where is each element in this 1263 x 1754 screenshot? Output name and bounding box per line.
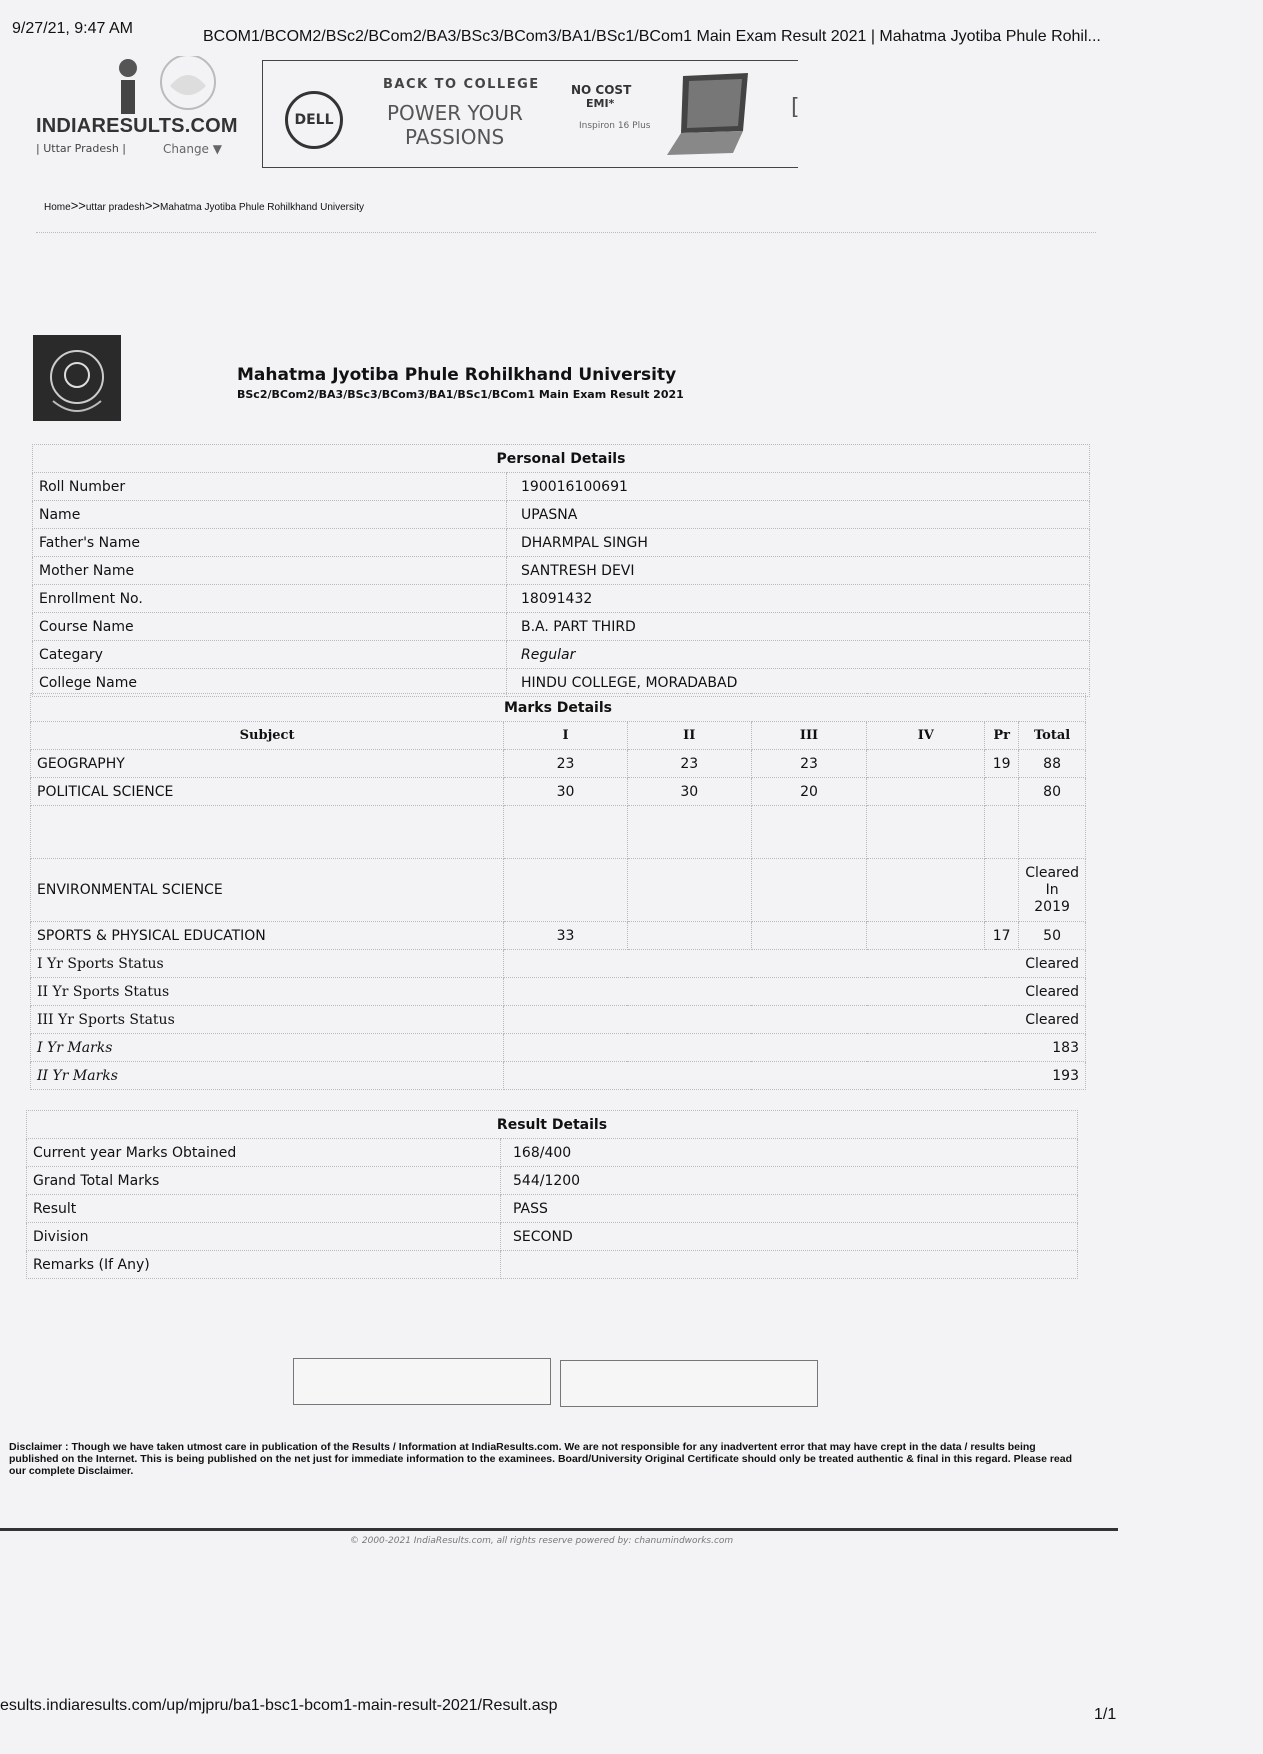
table-row [27, 1139, 1078, 1167]
status-value: Cleared [504, 978, 1086, 1006]
logo-figure-icon [108, 56, 218, 116]
field-value: SECOND [501, 1223, 1078, 1251]
site-logo-text[interactable]: INDIARESULTS.COM [36, 115, 238, 137]
mark-pr: 19 [985, 750, 1019, 778]
dell-logo: DELL [285, 91, 343, 149]
table-row [27, 1195, 1078, 1223]
table-row [33, 529, 1090, 557]
status-label: I Yr Sports Status [31, 950, 504, 978]
subject-name: POLITICAL SCIENCE [31, 778, 504, 806]
university-emblem [33, 335, 121, 421]
status-value: Cleared [504, 1006, 1086, 1034]
col-header-iv: IV [867, 722, 985, 750]
table-row [31, 1006, 1086, 1034]
table-row [31, 922, 1086, 950]
print-url: esults.indiaresults.com/up/mjpru/ba1-bsc1-bcom1-main-result-2021/Result.asp [0, 1697, 558, 1714]
field-value: PASS [501, 1195, 1078, 1223]
field-value: 190016100691 [507, 473, 1090, 501]
env-status-line: 2019 [1034, 898, 1070, 915]
personal-details-table [32, 444, 1090, 697]
field-label: Current year Marks Obtained [27, 1139, 501, 1167]
breadcrumb-sep-2: >> [144, 198, 160, 213]
table-row [31, 859, 1086, 922]
status-value: Cleared [504, 950, 1086, 978]
site-logo-mark[interactable] [108, 56, 218, 116]
laptop-icon [663, 71, 763, 161]
ad-emi-label: NO COST [571, 83, 632, 97]
field-value [501, 1251, 1078, 1279]
field-label: Grand Total Marks [27, 1167, 501, 1195]
field-value: 544/1200 [501, 1167, 1078, 1195]
print-page-title: BCOM1/BCOM2/BSc2/BCom2/BA3/BSc3/BCom3/BA1/BSc1/BCom1 Main Exam Result 2021 | Mahatma Jyotiba Phule Rohil... [203, 28, 1101, 45]
field-value: 18091432 [507, 585, 1090, 613]
ad-emi-sub: EMI* [586, 97, 615, 110]
field-value: SANTRESH DEVI [507, 557, 1090, 585]
disclaimer-link[interactable]: Disclaimer. [77, 1465, 134, 1477]
header-divider [36, 232, 1096, 233]
table-row [31, 778, 1086, 806]
footer-divider [0, 1528, 1118, 1531]
mark-pr: 17 [985, 922, 1019, 950]
field-label: College Name [33, 669, 507, 697]
field-label: Course Name [33, 613, 507, 641]
field-value: Regular [507, 641, 1090, 669]
personal-details-heading: Personal Details [33, 445, 1090, 473]
ad-tagline-2: PASSIONS [405, 125, 505, 149]
mark-ii: 23 [627, 750, 751, 778]
ad-headline: BACK TO COLLEGE [383, 77, 540, 92]
result-details-table [26, 1110, 1078, 1279]
subject-name: SPORTS & PHYSICAL EDUCATION [31, 922, 504, 950]
table-row [31, 1062, 1086, 1090]
status-label: III Yr Sports Status [31, 1006, 504, 1034]
table-row [33, 641, 1090, 669]
col-header-i: I [504, 722, 628, 750]
table-row [33, 501, 1090, 529]
field-value: B.A. PART THIRD [507, 613, 1090, 641]
print-page-count: 1/1 [1094, 1706, 1117, 1723]
state-label: | Uttar Pradesh | [36, 142, 126, 155]
status-label: II Yr Marks [31, 1062, 504, 1090]
university-name: Mahatma Jyotiba Phule Rohilkhand University [237, 365, 677, 385]
col-header-ii: II [627, 722, 751, 750]
table-row [27, 1167, 1078, 1195]
mark-i: 30 [504, 778, 628, 806]
field-label: Remarks (If Any) [27, 1251, 501, 1279]
field-value: HINDU COLLEGE, MORADABAD [507, 669, 1090, 697]
table-row [31, 950, 1086, 978]
status-value: 183 [504, 1034, 1086, 1062]
ad-bracket: [ [791, 95, 800, 120]
field-label: Mother Name [33, 557, 507, 585]
table-row [31, 978, 1086, 1006]
ad-product: Inspiron 16 Plus [579, 121, 651, 131]
mark-i: 33 [504, 922, 628, 950]
field-label: Roll Number [33, 473, 507, 501]
mark-ii: 30 [627, 778, 751, 806]
env-status-line: Cleared [1025, 864, 1079, 881]
table-row [27, 1223, 1078, 1251]
table-row [33, 557, 1090, 585]
field-value: 168/400 [501, 1139, 1078, 1167]
ad-banner[interactable] [262, 60, 798, 168]
marks-header-row [31, 722, 1086, 750]
marks-details-table [30, 693, 1086, 1090]
col-header-subject: Subject [31, 722, 504, 750]
breadcrumb-sep: >> [70, 198, 86, 213]
disclaimer [9, 1441, 1084, 1477]
action-button-1[interactable] [293, 1358, 551, 1405]
university-seal-icon [33, 335, 121, 421]
mark-total: 50 [1019, 922, 1086, 950]
env-status-line: In [1045, 881, 1059, 898]
field-label: Name [33, 501, 507, 529]
col-header-total: Total [1019, 722, 1086, 750]
mark-total: 80 [1019, 778, 1086, 806]
mark-iv [867, 750, 985, 778]
mark-iv [867, 778, 985, 806]
field-label: Father's Name [33, 529, 507, 557]
mark-pr [985, 778, 1019, 806]
col-header-pr: Pr [985, 722, 1019, 750]
table-row [33, 585, 1090, 613]
copyright: © 2000-2021 IndiaResults.com, all rights reserve powered by: chanumindworks.com [350, 1536, 734, 1546]
mark-total: 88 [1019, 750, 1086, 778]
breadcrumb-university[interactable]: Mahatma Jyotiba Phule Rohilkhand University [160, 202, 364, 213]
mark-i: 23 [504, 750, 628, 778]
table-row [33, 473, 1090, 501]
change-state-link[interactable]: Change ▼ [163, 142, 222, 156]
mark-iii: 20 [751, 778, 867, 806]
ad-tagline-1: POWER YOUR [387, 101, 523, 125]
subject-name: GEOGRAPHY [31, 750, 504, 778]
table-row [31, 750, 1086, 778]
field-value: DHARMPAL SINGH [507, 529, 1090, 557]
breadcrumb-home[interactable]: Home [44, 202, 71, 213]
mark-iii: 23 [751, 750, 867, 778]
table-row [31, 1034, 1086, 1062]
subject-name: ENVIRONMENTAL SCIENCE [31, 859, 504, 922]
action-button-2[interactable] [560, 1360, 818, 1407]
table-row [33, 613, 1090, 641]
breadcrumb [44, 198, 364, 213]
field-label: Categary [33, 641, 507, 669]
field-value: UPASNA [507, 501, 1090, 529]
disclaimer-text: Disclaimer : Though we have taken utmost care in publication of the Results / Information at IndiaResults.com. We are not responsible for any inadvertent error that may have crept in the data / results being published on the Internet. This is being published on the net just for immediate information to the examinees. Board/University Original Certificate should only be treated authentic & final in this regard. Please read our complete [9, 1441, 1073, 1477]
field-label: Result [27, 1195, 501, 1223]
status-label: I Yr Marks [31, 1034, 504, 1062]
env-status [1019, 859, 1086, 922]
result-details-heading: Result Details [27, 1111, 1078, 1139]
marks-details-heading: Marks Details [31, 694, 1086, 722]
breadcrumb-state[interactable]: uttar pradesh [85, 202, 145, 213]
field-label: Division [27, 1223, 501, 1251]
table-row [27, 1251, 1078, 1279]
print-datetime: 9/27/21, 9:47 AM [12, 20, 133, 37]
col-header-iii: III [751, 722, 867, 750]
exam-title: BSc2/BCom2/BA3/BSc3/BCom3/BA1/BSc1/BCom1 Main Exam Result 2021 [237, 388, 684, 401]
status-label: II Yr Sports Status [31, 978, 504, 1006]
status-value: 193 [504, 1062, 1086, 1090]
table-row-empty [31, 806, 1086, 859]
field-label: Enrollment No. [33, 585, 507, 613]
